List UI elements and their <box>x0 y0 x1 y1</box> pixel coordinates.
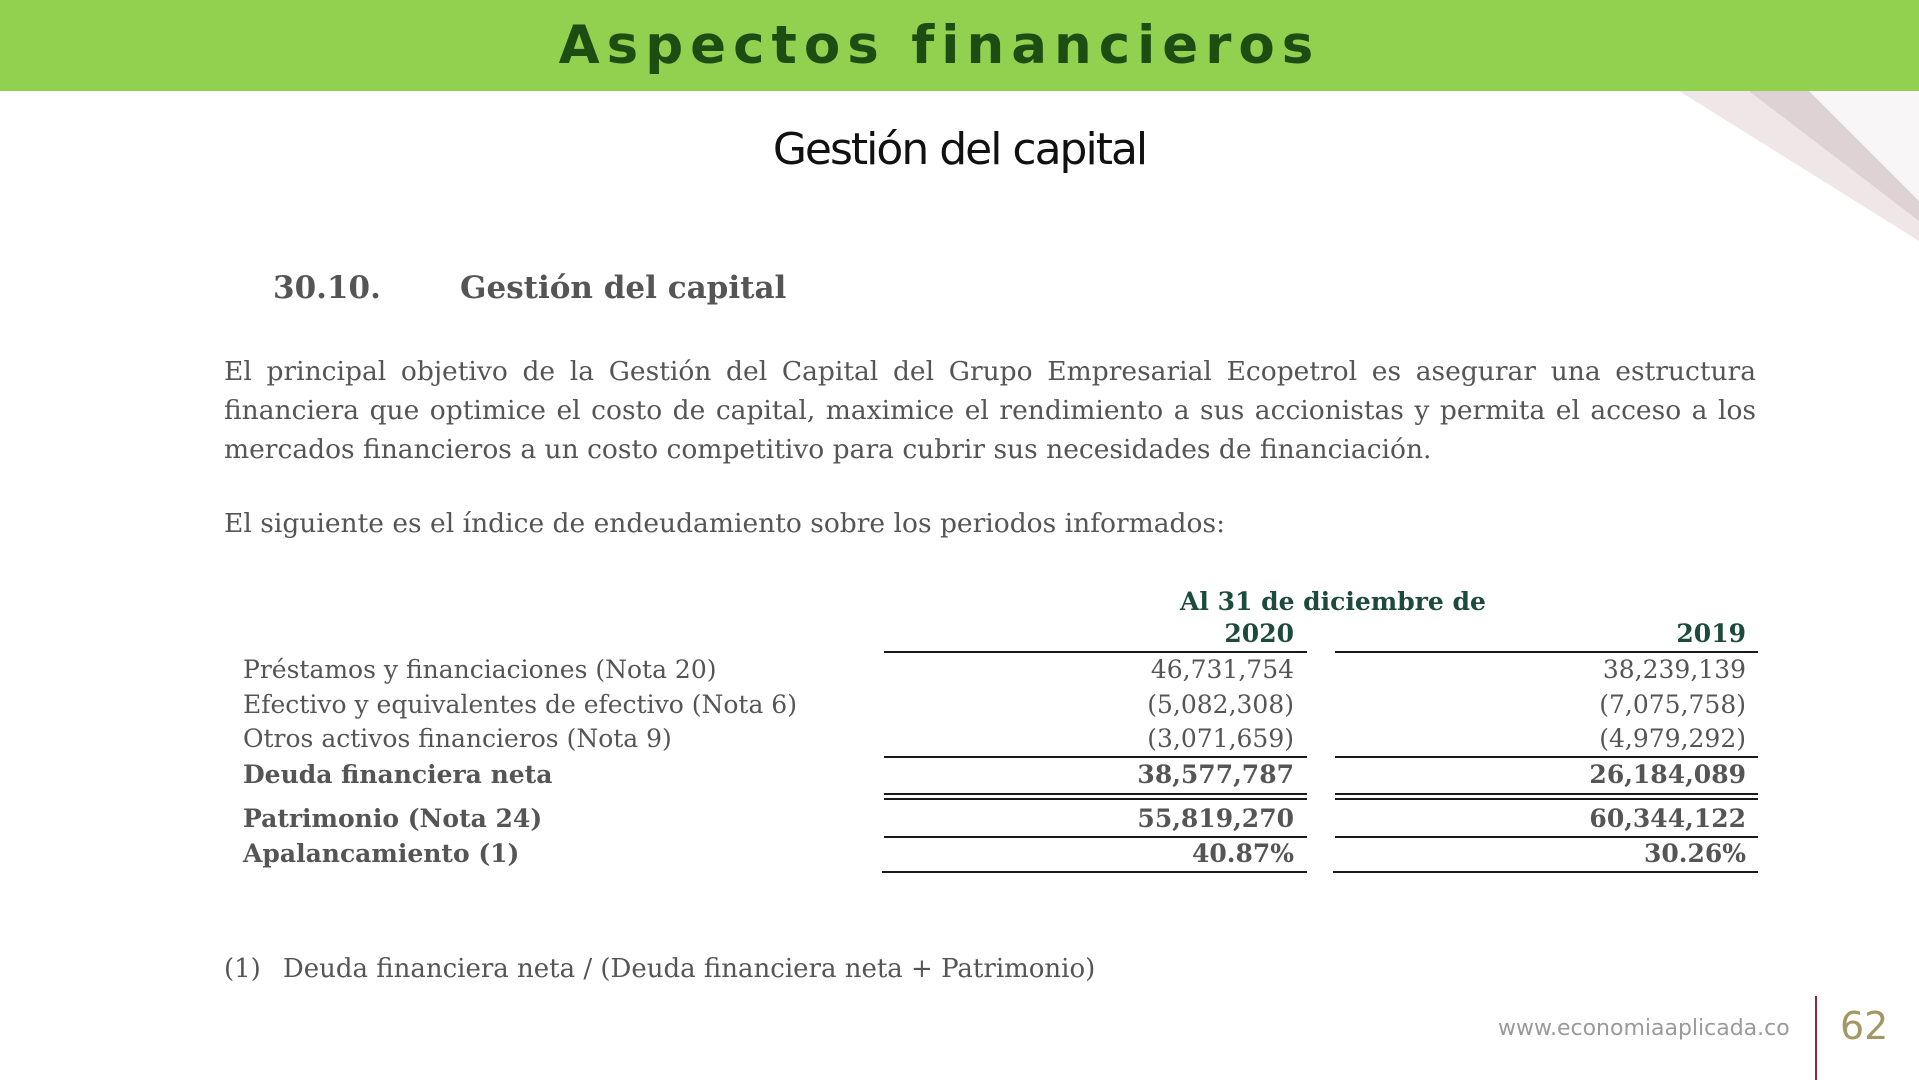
objective-paragraph: El principal objetivo de la Gestión del Capital del Grupo Empresarial Ecopetrol es asegurar una estructura financiera que optimice el costo de capital, maximice el rendimiento a sus accionistas y permita el acceso a los mercados financieros a un costo competitivo para cubrir sus necesidades de financiación. <box>224 356 1756 465</box>
cell-deuda-neta-2019: 26,184,089 <box>1589 760 1746 789</box>
double-rule-bottom-2020 <box>884 798 1307 800</box>
leverage-rule-2020 <box>884 836 1307 838</box>
cell-otros-activos-2019: (4,979,292) <box>1599 724 1746 753</box>
row-label-deuda-neta: Deuda financiera neta <box>243 760 553 789</box>
cell-patrimonio-2019: 60,344,122 <box>1589 804 1746 833</box>
footer-url: www.economiaaplicada.co <box>1498 1016 1790 1041</box>
footnote <box>224 954 1095 984</box>
leverage-rule-2019 <box>1335 836 1758 838</box>
row-label-apalancamiento: Apalancamiento (1) <box>243 839 520 868</box>
slide-subtitle: Gestión del capital <box>772 124 1147 175</box>
cell-patrimonio-2020: 55,819,270 <box>1137 804 1294 833</box>
banner-title: Aspectos financieros <box>558 15 1321 76</box>
footer-separator <box>1815 996 1817 1080</box>
double-rule-bottom-2019 <box>1335 798 1758 800</box>
bottom-rule-2019 <box>1333 871 1758 873</box>
double-rule-top-2019 <box>1335 793 1758 795</box>
section-title: Gestión del capital <box>460 270 787 306</box>
footnote-text: Deuda financiera neta / (Deuda financiera neta + Patrimonio) <box>282 954 1096 984</box>
row-label-patrimonio: Patrimonio (Nota 24) <box>243 804 543 833</box>
section-number: 30.10. <box>273 270 381 306</box>
cell-efectivo-2020: (5,082,308) <box>1147 690 1294 719</box>
subtotal-rule-2019 <box>1335 756 1758 758</box>
page-number: 62 <box>1840 1004 1889 1048</box>
column-header-2020: 2020 <box>1224 619 1294 648</box>
double-rule-top-2020 <box>884 793 1307 795</box>
header-rule-2020 <box>884 651 1307 653</box>
footnote-marker: (1) <box>224 954 261 984</box>
row-label-prestamos: Préstamos y financiaciones (Nota 20) <box>243 655 717 684</box>
cell-apalancamiento-2019: 30.26% <box>1643 839 1746 868</box>
row-label-otros-activos: Otros activos financieros (Nota 9) <box>243 724 672 753</box>
column-header-2019: 2019 <box>1676 619 1746 648</box>
cell-prestamos-2019: 38,239,139 <box>1602 655 1746 684</box>
subtotal-rule-2020 <box>884 756 1307 758</box>
cell-prestamos-2020: 46,731,754 <box>1150 655 1294 684</box>
cell-otros-activos-2020: (3,071,659) <box>1147 724 1294 753</box>
table-group-header: Al 31 de diciembre de <box>1180 587 1486 616</box>
row-label-efectivo: Efectivo y equivalentes de efectivo (Nota 6) <box>243 690 797 719</box>
intro-sentence: El siguiente es el índice de endeudamiento sobre los periodos informados: <box>224 508 1225 539</box>
header-rule-2019 <box>1335 651 1758 653</box>
cell-apalancamiento-2020: 40.87% <box>1191 839 1294 868</box>
cell-efectivo-2019: (7,075,758) <box>1599 690 1746 719</box>
bottom-rule-2020 <box>882 871 1307 873</box>
cell-deuda-neta-2020: 38,577,787 <box>1137 760 1294 789</box>
